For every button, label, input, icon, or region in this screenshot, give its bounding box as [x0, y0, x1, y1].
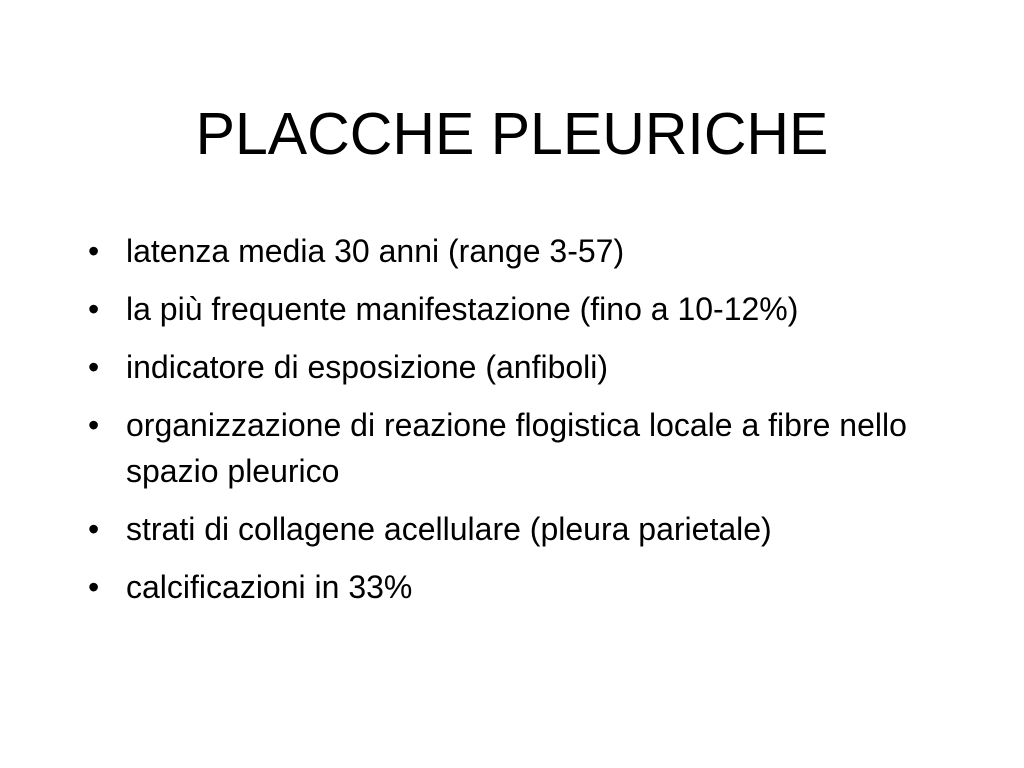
bullet-list — [86, 228, 966, 622]
bullet-dot-icon: • — [88, 349, 100, 385]
bullet-dot-icon: • — [88, 511, 100, 547]
bullet-item — [86, 286, 966, 332]
bullet-text: latenza media 30 anni (range 3-57) — [126, 233, 625, 269]
bullet-dot-icon: • — [88, 407, 100, 443]
bullet-dot-icon: • — [88, 233, 100, 269]
bullet-item — [86, 402, 966, 494]
bullet-dot-icon: • — [88, 569, 100, 605]
bullet-item — [86, 344, 966, 390]
bullet-text: la più frequente manifestazione (fino a 10-12%) — [126, 291, 799, 327]
bullet-text: indicatore di esposizione (anfiboli) — [126, 349, 609, 385]
slide-title: PLACCHE PLEURICHE — [195, 101, 829, 167]
bullet-dot-icon: • — [88, 291, 100, 327]
bullet-item — [86, 506, 966, 552]
bullet-text: strati di collagene acellulare (pleura parietale) — [126, 511, 772, 547]
bullet-item — [86, 228, 966, 274]
bullet-item — [86, 564, 966, 610]
bullet-text: calcificazioni in 33% — [126, 569, 413, 605]
bullet-text: organizzazione di reazione flogistica locale a fibre nello spazio pleurico — [126, 407, 907, 489]
